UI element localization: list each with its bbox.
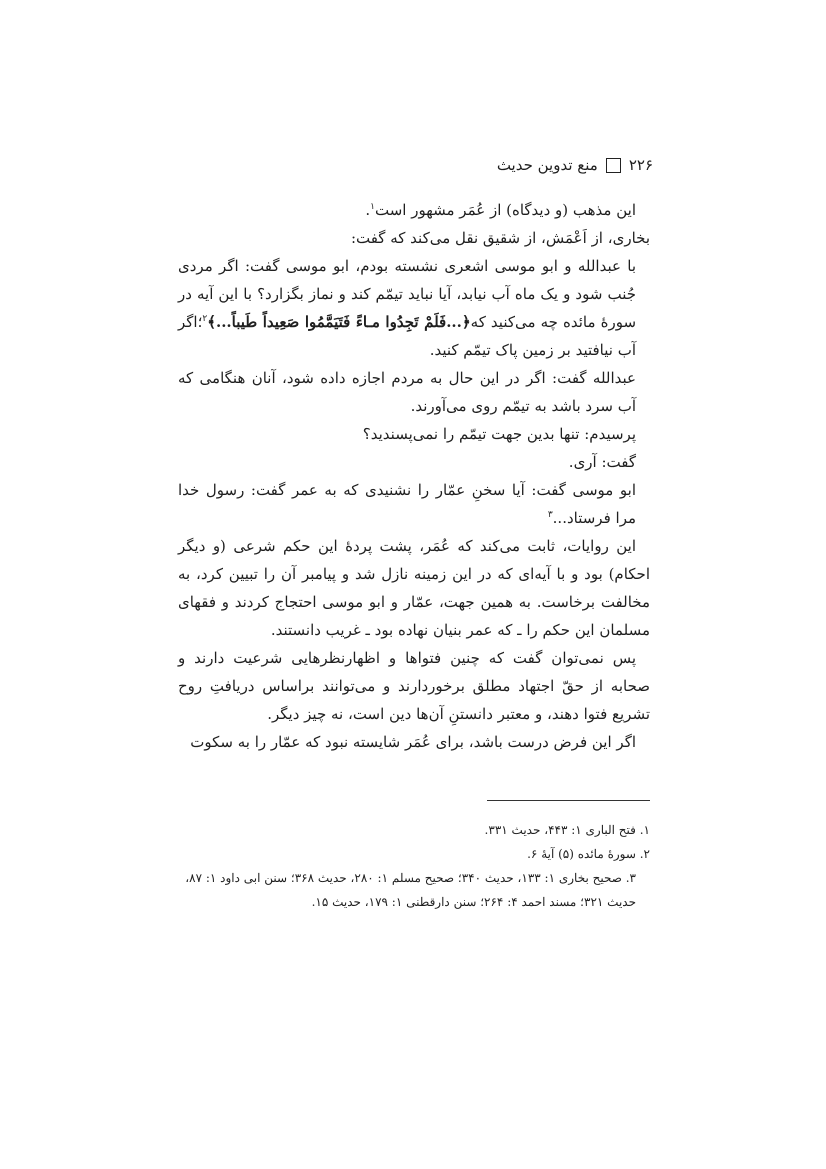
footnote: ۲. سورهٔ مائده (۵) آیهٔ ۶. (527, 847, 650, 861)
footnotes (178, 818, 650, 914)
page-number: ۲۲۶ (628, 156, 653, 174)
paragraph: اگر این فرض درست باشد، برای عُمَر شایسته نبود که عمّار را به سکوت (190, 733, 636, 751)
footnote: ۳. صحیح بخاری ۱: ۱۳۳، حدیث ۳۴۰؛ صحیح مسلم ۱: ۲۸۰، حدیث ۳۶۸؛ سنن ابی داود ۱: ۸۷، حدیث ۳۲۱؛ مسند احمد ۴: ۲۶۴؛ سنن دارقطنی ۱: ۱۷۹، حدیث ۱۵. (185, 871, 636, 909)
paragraph: این روایات، ثابت می‌کند که عُمَر، پشت پردهٔ این حکم شرعی (و دیگر احکام) بود و با آیه‌ای که در این زمینه نازل شد و پیامبر آن را تبیین کرد، به مخالفت برخاست. به همین جهت، عمّار و ابو موسی احتجاج کردند و فقهای مسلمان این حکم را ـ که عمر بنیان نهاده بود ـ غریب دانستند. (178, 537, 651, 639)
paragraph: بخاری، از اَعْمَش، از شقیق نقل می‌کند که گفت: (350, 229, 650, 247)
paragraph: این مذهب (و دیدگاه) از عُمَر مشهور است$^۱$. (365, 201, 636, 219)
hadith-quote (178, 252, 650, 532)
quote-line: با عبدالله و ابو موسی اشعری نشسته بودم، ابو موسی گفت: اگر مردی جُنب شود و یک ماه آب نیابد، آیا نباید تیمّم کند و نماز بگزارد؟ با این آیه در سورهٔ مائده چه می‌کنید که﴿...فَلَمْ تَجِدُوا مـاءً فَتَيَمَّمُوا صَعِيداً طَيباً...﴾$^۲$؛اگر آب نیافتید بر زمین پاک تیمّم کنید. (178, 257, 637, 359)
quote-line: گفت: آری. (568, 453, 636, 471)
quote-line: پرسیدم: تنها بدین جهت تیمّم را نمی‌پسندید؟ (362, 425, 636, 443)
paragraph: پس نمی‌توان گفت که چنین فتواها و اظهارنظرهایی شرعیت دارند و صحابه از حقّ اجتهاد مطلق برخوردارند و می‌توانند براساس دریافتِ روح تشریع فتوا دهند، و معتبر دانستنِ آن‌ها دین است، نه چیز دیگر. (178, 649, 650, 723)
main-text (178, 196, 650, 756)
quote-line: عبدالله گفت: اگر در این حال به مردم اجازه داده شود، آنان هنگامی که آب سرد باشد به تیمّم روی می‌آورند. (178, 369, 636, 415)
footnote-ref: ۲ (202, 314, 208, 324)
quote-line: ابو موسی گفت: آیا سخنِ عمّار را نشنیدی که به عمر گفت: رسول خدا مرا فرستاد...$^۳$ (178, 481, 636, 527)
footnote-divider (487, 800, 650, 801)
footnote-ref: ۱ (370, 202, 375, 212)
footnote: ۱. فتح الباری ۱: ۴۴۳، حدیث ۳۳۱. (484, 823, 650, 837)
chapter-title: منع تدوین حدیث (496, 156, 598, 174)
square-bullet-icon (606, 158, 621, 173)
running-header (173, 156, 653, 174)
quran-verse: ﴿...فَلَمْ تَجِدُوا مـاءً فَتَيَمَّمُوا صَعِيداً طَيباً...﴾ (207, 313, 471, 331)
footnote-ref: ۳ (547, 510, 553, 520)
